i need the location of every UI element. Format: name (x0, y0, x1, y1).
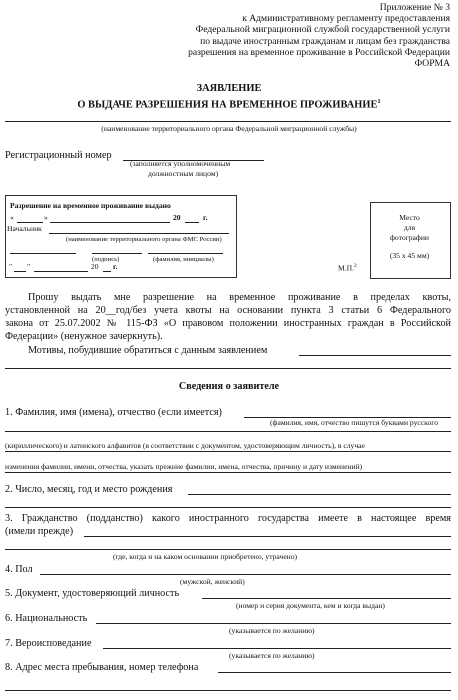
photo-line: фотографии (390, 233, 429, 242)
permit-chief-field[interactable] (49, 233, 229, 234)
stamp-label: М.П. (338, 263, 355, 273)
permit-initials-field[interactable] (148, 253, 223, 254)
field-full-name-label: 1. Фамилия, имя (имена), отчество (если имеется) (5, 407, 222, 418)
photo-box-text (370, 213, 449, 261)
field-birth-label: 2. Число, месяц, год и место рождения (5, 484, 173, 495)
request-line: Федерации» (ненужное зачеркнуть). (5, 331, 163, 342)
registration-label: Регистрационный номер (5, 150, 112, 161)
permit-date2-year: 20 (91, 262, 99, 271)
header-line: Приложение № 3 (379, 2, 450, 13)
religion-hint: (указывается по желанию) (229, 651, 315, 660)
permit-year-prefix: 20 (173, 213, 181, 222)
registration-hint: (заполняется уполномоченным (130, 159, 231, 168)
motives-field[interactable] (299, 355, 451, 356)
permit-chief-hint: (наименование территориального органа ФМС России) (66, 236, 222, 243)
field-citizenship-label-2: (имели прежде) (5, 526, 74, 537)
full-name-hint: изменения фамилии, имени, отчества, указать прежние фамилии, имена, отчества, причину и дату изменений) (5, 462, 363, 471)
header-line: разрешения на временное проживание в Российской Федерации (188, 46, 450, 58)
id-document-hint: (номер и серия документа, кем и когда выдан) (236, 601, 385, 610)
permit-signature-hint: (подпись) (92, 256, 120, 263)
field-citizenship-label: 3. Гражданство (подданство) какого иностранного государства имеете в настоящее время (5, 513, 451, 524)
full-name-hint: (фамилия, имя, отчество пишутся буквами русского (270, 418, 438, 427)
citizenship-field[interactable] (84, 536, 451, 537)
permit-chief-label: Начальник (7, 224, 42, 233)
header-line: к Административному регламенту предоставления (242, 13, 450, 25)
address-field[interactable] (218, 672, 451, 673)
permit-date2-quote: " (27, 262, 31, 271)
field-id-document-label: 5. Документ, удостоверяющий личность (5, 588, 180, 599)
permit-signature-field[interactable] (10, 253, 76, 254)
birth-field[interactable] (188, 494, 451, 495)
motives-label: Мотивы, побудившие обратиться с данным заявлением (28, 345, 268, 356)
photo-size: (35 х 45 мм) (389, 251, 430, 260)
title-line: О ВЫДАЧЕ РАЗРЕШЕНИЯ НА ВРЕМЕННОЕ ПРОЖИВАНИЕ (77, 98, 378, 110)
permit-initials-hint: (фамилия, инициалы) (153, 256, 214, 263)
stamp-footnote: 2 (354, 263, 357, 269)
field-nationality-label: 6. Национальность (5, 613, 88, 624)
full-name-field-line3[interactable] (5, 451, 451, 452)
permit-year-suffix: г. (203, 213, 208, 222)
motives-field-line2[interactable] (5, 368, 451, 369)
field-religion-label: 7. Вероисповедание (5, 638, 92, 649)
permit-signature-field[interactable] (92, 253, 142, 254)
permit-date2-day-field[interactable] (14, 271, 26, 272)
request-line: установленной на 20__год/без учета квоты на основании пункта 3 статьи 6 Федерального (5, 305, 451, 316)
field-sex-label: 4. Пол (5, 564, 33, 575)
sex-hint: (мужской, женский) (180, 577, 245, 586)
section-title: Сведения о заявителе (178, 381, 280, 392)
permit-issue-date-mid: » (44, 213, 48, 222)
citizenship-field-line2[interactable] (5, 549, 451, 550)
request-line: Прошу выдать мне разрешение на временное проживание в пределах квоты, (28, 292, 451, 303)
permit-month-field[interactable] (50, 222, 170, 223)
permit-issue-date-open: « (10, 213, 14, 222)
form-title (0, 83, 458, 111)
registration-hint: должностным лицом) (148, 169, 219, 178)
stamp-place-label (338, 263, 357, 273)
address-field-line2[interactable] (5, 690, 451, 691)
permit-date2-quote: " (9, 262, 13, 271)
org-name-line[interactable] (5, 121, 451, 122)
full-name-hint: (кириллического) и латинского алфавитов (в соответствии с документом, удостоверяющим личность), в случае (5, 441, 365, 450)
permit-date2-suffix: г. (113, 262, 118, 271)
citizenship-hint: (где, когда и на каком основании приобретено, утрачено) (113, 552, 298, 561)
header-line: по выдаче иностранным гражданам и лицам без гражданства (200, 35, 450, 47)
photo-line: Место (399, 213, 420, 222)
id-document-field[interactable] (202, 598, 451, 599)
full-name-field-line2[interactable] (5, 431, 451, 432)
header-block (188, 2, 450, 69)
permit-date2-year-field[interactable] (103, 271, 111, 272)
sex-field[interactable] (40, 574, 451, 575)
nationality-field[interactable] (96, 623, 451, 624)
nationality-hint: (указывается по желанию) (229, 626, 315, 635)
title-footnote: 1 (377, 97, 381, 105)
permit-date2-month-field[interactable] (34, 271, 88, 272)
header-line: Федеральной миграционной службой государственной услуги (195, 24, 450, 36)
religion-field[interactable] (103, 648, 451, 649)
field-address-label: 8. Адрес места пребывания, номер телефона (5, 662, 199, 673)
birth-field-line2[interactable] (5, 507, 451, 508)
permit-day-field[interactable] (17, 222, 43, 223)
full-name-field-line4[interactable] (5, 472, 451, 473)
permit-box-title: Разрешение на временное проживание выдано (10, 201, 171, 210)
header-form-label: ФОРМА (414, 58, 450, 70)
permit-year-field[interactable] (185, 222, 199, 223)
request-line: закона от 25.07.2002 № 115-ФЗ «О правовом положении иностранных граждан в Российской (5, 318, 451, 329)
org-name-hint: (наименование территориального органа Федеральной миграционной службы) (101, 124, 357, 133)
title-line: ЗАЯВЛЕНИЕ (196, 83, 262, 94)
photo-line: для (403, 223, 416, 232)
